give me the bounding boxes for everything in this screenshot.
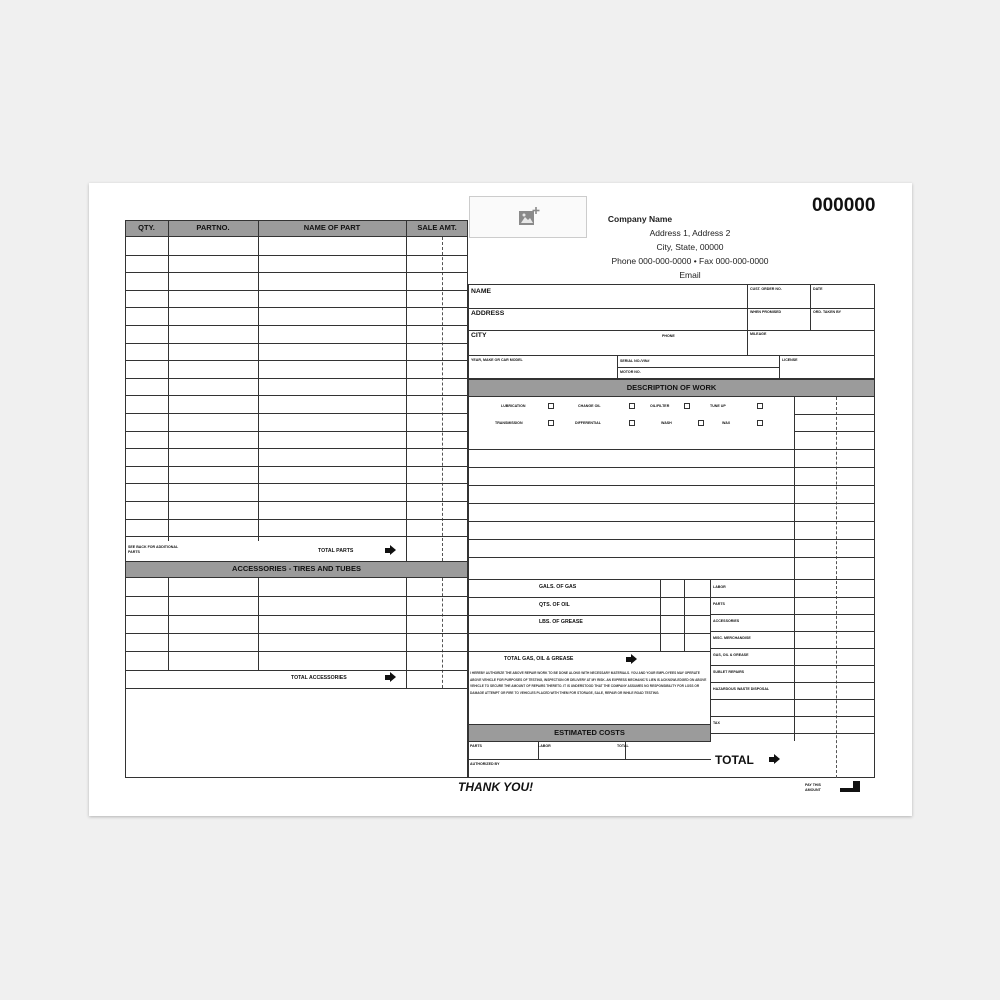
city-label: CITY (471, 332, 487, 339)
tune-up-checkbox[interactable] (757, 403, 763, 409)
date-label: DATE (813, 287, 823, 291)
service-lubrication: LUBRICATION (501, 404, 526, 408)
differential-checkbox[interactable] (629, 420, 635, 426)
gals-of-gas-label: GALS. OF GAS (539, 584, 577, 590)
parts-table (125, 220, 468, 778)
est-total-label: TOTAL (617, 744, 629, 748)
accessory-row-line (125, 633, 468, 634)
thank-you: THANK YOU! (458, 780, 534, 794)
parts-row-line (125, 307, 468, 308)
parts-row-line (125, 378, 468, 379)
charge-label: TAX (713, 721, 720, 725)
service-oil-filter: OIL/FILTER (650, 404, 670, 408)
charge-row-line (710, 733, 875, 734)
see-back-note: SEE BACK FOR ADDITIONAL PARTS (128, 545, 179, 554)
charge-row-line (710, 699, 875, 700)
description-row-line (794, 414, 875, 415)
parts-row-line (125, 431, 468, 432)
parts-row-line (125, 272, 468, 273)
serial-no-label: SERIAL NO./VIN# (620, 359, 650, 363)
accessory-row-line (125, 615, 468, 616)
charge-label: ACCESSORIES (713, 619, 740, 623)
parts-row-line (125, 448, 468, 449)
work-order-form (89, 183, 912, 816)
description-row-line (468, 521, 875, 522)
pay-arrow-icon (840, 781, 862, 795)
fluid-row-line (468, 615, 711, 616)
fluid-row-line (468, 651, 711, 652)
transmission-checkbox[interactable] (548, 420, 554, 426)
accessory-row-line (125, 688, 468, 689)
parts-row-line (125, 413, 468, 414)
charge-row-line (710, 614, 875, 615)
service-differential: DIFFERENTIAL (575, 421, 601, 425)
service-wax: WAX (722, 421, 731, 425)
qts-of-oil-label: QTS. OF OIL (539, 602, 570, 608)
description-row-line (468, 503, 875, 504)
logo-placeholder[interactable] (469, 196, 587, 238)
description-title: DESCRIPTION OF WORK (626, 383, 717, 392)
charge-row-line (710, 682, 875, 683)
estimated-costs-title: ESTIMATED COSTS (554, 728, 625, 737)
charge-label: GAS, OIL & GREASE (713, 653, 749, 657)
description-row-line (468, 467, 875, 468)
description-row-line (468, 579, 875, 580)
charge-label: MISC. MERCHANDISE (713, 636, 751, 640)
oil-filter-checkbox[interactable] (684, 403, 690, 409)
wax-checkbox[interactable] (757, 420, 763, 426)
wash-checkbox[interactable] (698, 420, 704, 426)
form-number: 000000 (812, 195, 876, 216)
customer-block (468, 284, 875, 379)
lbs-of-grease-label: LBS. OF GREASE (539, 619, 583, 625)
grand-total-label: TOTAL (715, 753, 754, 767)
parts-row-line (125, 290, 468, 291)
description-row-line (794, 431, 875, 432)
company-email: Email (679, 270, 701, 280)
parts-row-line (125, 360, 468, 361)
header-partno: PARTNO. (196, 223, 230, 232)
description-row-line (468, 557, 875, 558)
parts-row-line (125, 255, 468, 256)
total-gas-oil-grease-label: TOTAL GAS, OIL & GREASE (504, 656, 574, 662)
charge-row-line (710, 665, 875, 666)
accessory-row-line (125, 651, 468, 652)
lubrication-checkbox[interactable] (548, 403, 554, 409)
add-image-icon (518, 206, 540, 228)
parts-row-line (125, 519, 468, 520)
header-sale-amt: SALE AMT. (417, 223, 457, 232)
fluid-row-line (468, 633, 711, 634)
order-taken-by-label: ORD. TAKEN BY (813, 310, 842, 314)
header-qty: QTY. (138, 223, 155, 232)
est-parts-label: PARTS (470, 744, 482, 748)
parts-row-line (125, 501, 468, 502)
charge-row-line (710, 648, 875, 649)
parts-row-line (125, 325, 468, 326)
company-name: Company Name (607, 214, 673, 224)
charge-label: LABOR (713, 585, 726, 589)
charge-row-line (710, 631, 875, 632)
parts-row-line (125, 536, 468, 537)
company-city: City, State, 00000 (656, 242, 724, 252)
description-row-line (468, 485, 875, 486)
parts-row-line (125, 483, 468, 484)
name-label: NAME (471, 288, 492, 295)
phone-label: PHONE (662, 334, 675, 338)
charge-label: SUBLET REPAIRS (713, 670, 745, 674)
charge-label: HAZARDOUS WASTE DISPOSAL (713, 687, 770, 691)
company-phone-fax: Phone 000-000-0000 • Fax 000-000-0000 (611, 256, 769, 266)
license-label: LICENSE (782, 358, 798, 362)
charge-row-line (710, 716, 875, 717)
year-make-model-label: YEAR, MAKE OR CAR MODEL (471, 358, 523, 362)
service-tune-up: TUNE UP (710, 404, 726, 408)
est-labor-label: LABOR (538, 744, 551, 748)
fluid-row-line (468, 597, 711, 598)
when-promised-label: WHEN PROMISED (750, 310, 782, 314)
mileage-label: MILEAGE (750, 332, 767, 336)
service-change-oil: CHANGE OIL (578, 404, 601, 408)
header-name-of-part: NAME OF PART (303, 223, 361, 232)
charge-row-line (710, 597, 875, 598)
total-accessories-label: TOTAL ACCESSORIES (291, 675, 347, 681)
cust-order-no-label: CUST. ORDER NO. (750, 287, 782, 291)
motor-no-label: MOTOR NO. (620, 370, 641, 374)
service-transmission: TRANSMISSION (495, 421, 523, 425)
accessories-title: ACCESSORIES - TIRES AND TUBES (232, 564, 361, 573)
parts-row-line (125, 466, 468, 467)
parts-row-line (125, 343, 468, 344)
accessory-row-line (125, 670, 468, 671)
authorized-by-label: AUTHORIZED BY (470, 762, 500, 766)
accessory-row-line (125, 596, 468, 597)
parts-row-line (125, 395, 468, 396)
total-parts-label: TOTAL PARTS (318, 548, 354, 554)
charge-label: PARTS (713, 602, 725, 606)
address-label: ADDRESS (471, 310, 505, 317)
service-wash: WASH (661, 421, 672, 425)
pay-this-amount-label: PAY THIS AMOUNT (805, 783, 821, 792)
description-row-line (468, 449, 875, 450)
authorization-text: I HEREBY AUTHORIZE THE ABOVE REPAIR WORK TO BE DONE ALONG WITH NECESSARY MATERIALS. YOU AND YOUR EMPLOYEES MAY OPERATE ABOVE VEHICLE FOR PURPOSES OF TESTING, INSPECTION OR DELIVERY AT MY RISK. AN EXPRESS MECHANIC'S LIEN IS ACKNOWLEDGED ON ABOVE VEHICLE TO SECURE THE AMOUNT OF REPAIRS THERETO. IT IS UNDERSTOOD THAT THE COMPANY ASSUMES NO RESPONSIBILITY FOR LOSS OR DAMAGE ATTEMPT OR FIRE TO VEHICLES PLACED WITH THEM FOR STORAGE, SALE, REPAIR OR WHILE ROAD TESTING. (470, 671, 707, 695)
company-address: Address 1, Address 2 (649, 228, 731, 238)
change-oil-checkbox[interactable] (629, 403, 635, 409)
description-row-line (468, 539, 875, 540)
